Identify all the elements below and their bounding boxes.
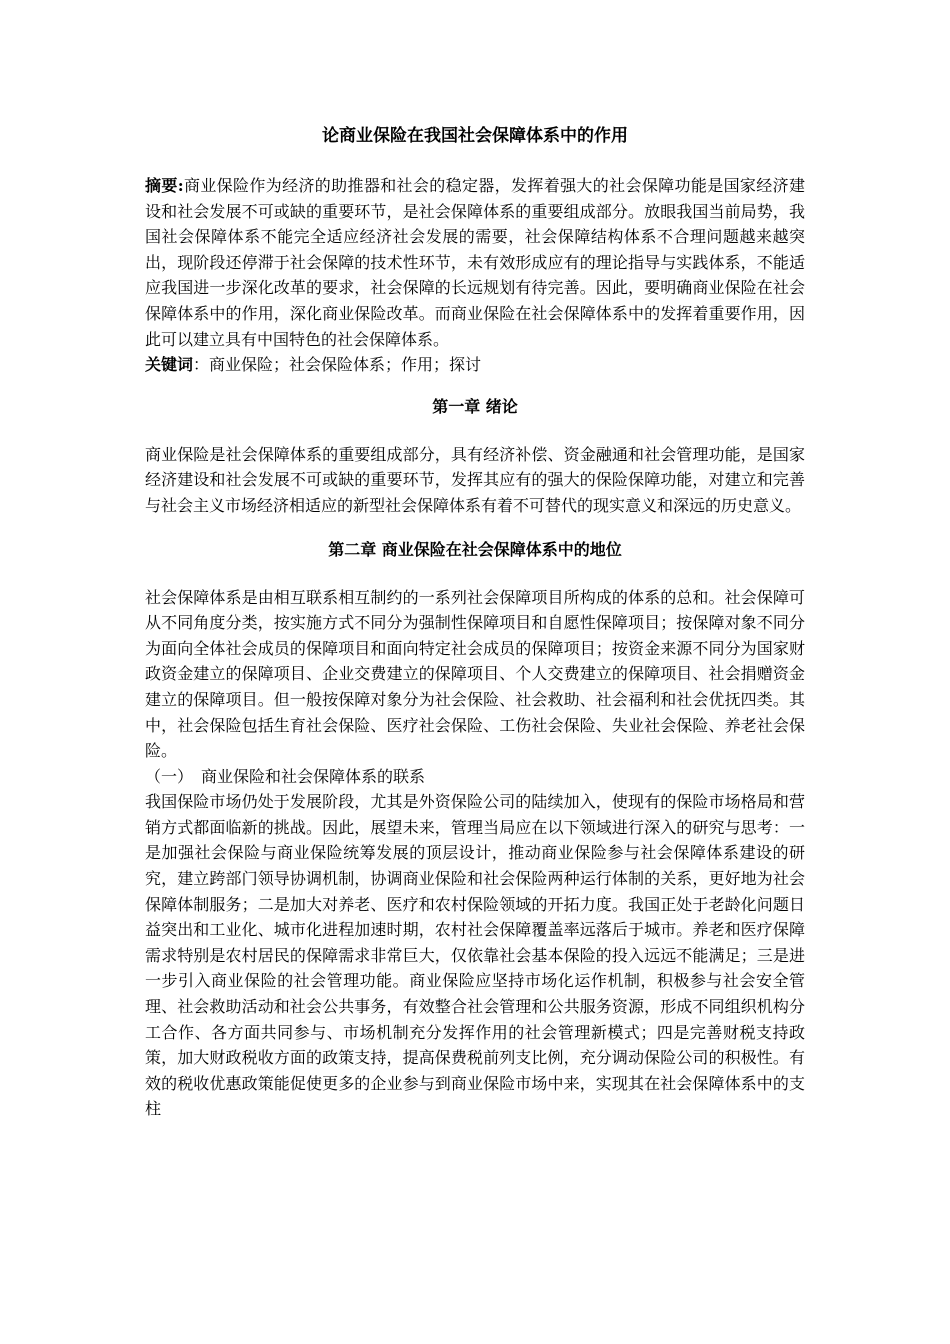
keywords-label: 关键词 bbox=[145, 355, 194, 375]
document-title: 论商业保险在我国社会保障体系中的作用 bbox=[322, 126, 628, 146]
abstract-separator: : bbox=[177, 176, 184, 195]
chapter2-body: 社会保障体系是由相互联系相互制约的一系列社会保障项目所构成的体系的总和。社会保障可从不同角度分类，按实施方式不同分为强制性保障项目和自愿性保障项目；按保障对象不同分为面向全体社会成员的保障项目和面向特定社会成员的保障项目；按资金来源不同分为国家财政资金建立的保障项目、企业交费建立的保障项目、个人交费建立的保障项目、社会捐赠资金建立的保障项目。但一般按保障对象分为社会保险、社会救助、社会福利和社会优抚四类。其中，社会保险包括生育社会保险、医疗社会保险、工伤社会保险、失业社会保险、养老社会保险。 bbox=[145, 587, 805, 761]
chapter1-body: 商业保险是社会保障体系的重要组成部分，具有经济补偿、资金融通和社会管理功能，是国家经济建设和社会发展不可或缺的重要环节，发挥其应有的强大的保险保障功能，对建立和完善与社会主义市场经济相适应的新型社会保障体系有着不可替代的现实意义和深远的历史意义。 bbox=[145, 444, 805, 515]
keywords-paragraph bbox=[145, 352, 805, 378]
keywords-separator: ： bbox=[193, 355, 210, 375]
document-page bbox=[145, 122, 805, 1122]
chapter2-heading: 第二章 商业保险在社会保障体系中的地位 bbox=[328, 539, 622, 559]
section1-body: 我国保险市场仍处于发展阶段，尤其是外资保险公司的陆续加入，使现有的保险市场格局和营销方式都面临新的挑战。因此，展望未来，管理当局应在以下领域进行深入的研究与思考：一是加强社会保险与商业保险统筹发展的顶层设计，推动商业保险参与社会保障体系建设的研究，建立跨部门领导协调机制，协调商业保险和社会保险两种运行体制的关系，更好地为社会保障体制服务；二是加大对养老、医疗和农村保险领域的开拓力度。我国正处于老龄化问题日益突出和工业化、城市化进程加速时期，农村社会保障覆盖率远落后于城市。养老和医疗保障需求特别是农村居民的保障需求非常巨大，仅依靠社会基本保险的投入远远不能满足；三是进一步引入商业保险的社会管理功能。商业保险应坚持市场化运作机制，积极参与社会安全管理、社会救助活动和社会公共事务，有效整合社会管理和公共服务资源，形成不同组织机构分工合作、各方面共同参与、市场机制充分发挥作用的社会管理新模式；四是完善财税支持政策，加大财政税收方面的政策支持，提高保费税前列支比例，充分调动保险公司的积极性。有效的税收优惠政策能促使更多的企业参与到商业保险市场中来，实现其在社会保障体系中的支柱 bbox=[145, 792, 805, 1119]
abstract-paragraph bbox=[145, 173, 805, 352]
abstract-text: 商业保险作为经济的助推器和社会的稳定器，发挥着强大的社会保障功能是国家经济建设和社会发展不可或缺的重要环节，是社会保障体系的重要组成部分。放眼我国当前局势，我国社会保障体系不能完全适应经济社会发展的需要，社会保障结构体系不合理问题越来越突出，现阶段还停滞于社会保障的技术性环节，未有效形成应有的理论指导与实践体系，不能适应我国进一步深化改革的要求，社会保障的长远规划有待完善。因此，要明确商业保险在社会保障体系中的作用，深化商业保险改革。而商业保险在社会保障体系中的发挥着重要作用，因此可以建立具有中国特色的社会保障体系。 bbox=[145, 176, 805, 349]
chapter1-heading: 第一章 绪论 bbox=[432, 396, 518, 416]
keywords-text: 商业保险；社会保险体系；作用；探讨 bbox=[209, 355, 482, 375]
section1-heading: （一） 商业保险和社会保障体系的联系 bbox=[145, 766, 426, 786]
abstract-label: 摘要 bbox=[145, 176, 178, 195]
